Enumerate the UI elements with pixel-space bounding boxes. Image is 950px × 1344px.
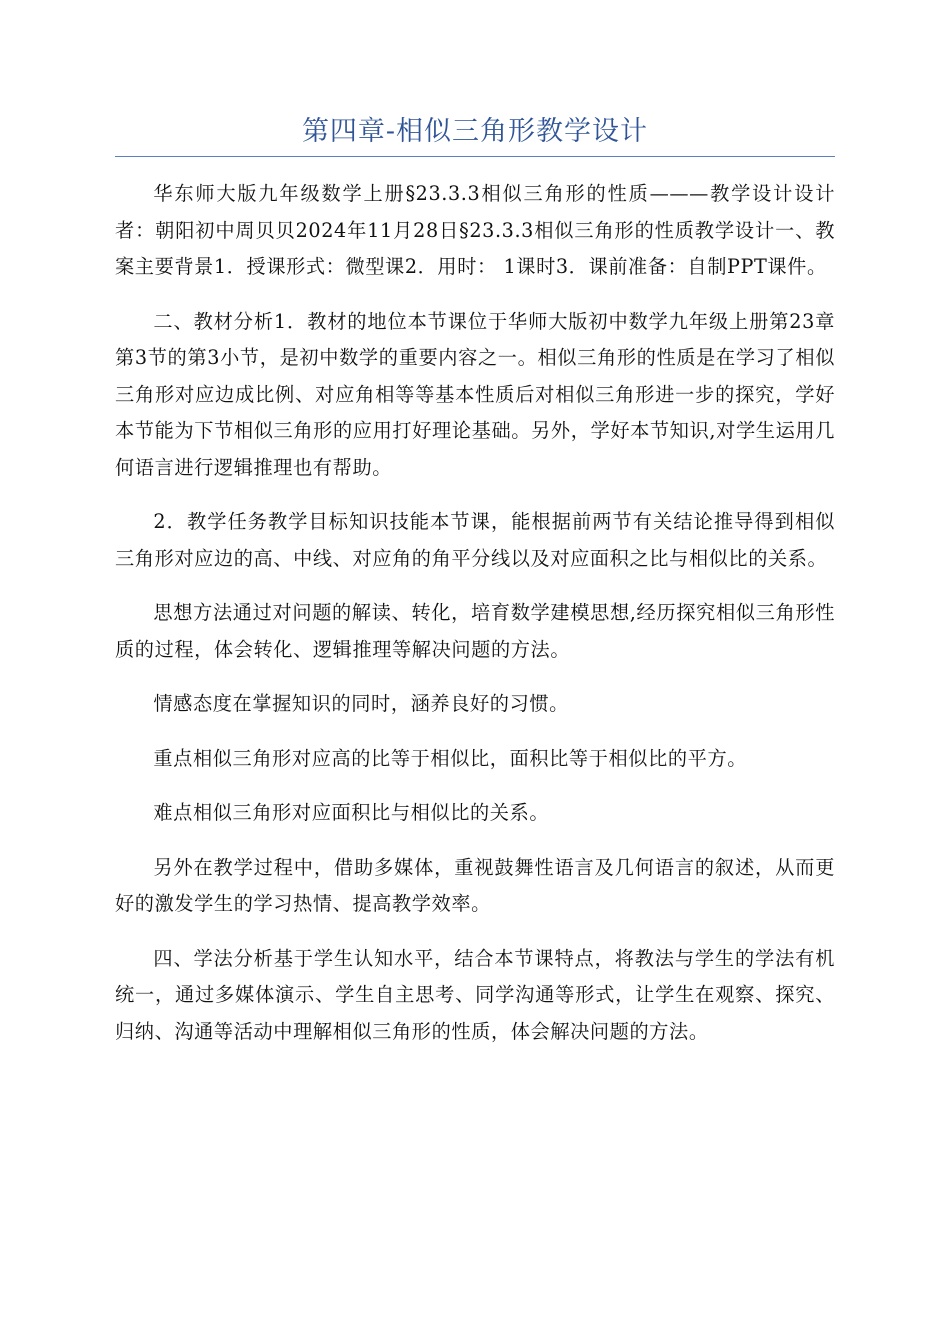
paragraph-difficulty: 难点相似三角形对应面积比与相似比的关系。 [153, 801, 550, 824]
paragraph-attitude: 情感态度在掌握知识的同时，涵养良好的习惯。 [153, 692, 569, 715]
document-body [115, 176, 835, 1068]
paragraph-multimedia: 另外在教学过程中，借助多媒体，重视鼓舞性语言及几何语言的叙述，从而更好的激发学生的学习热情、提高教学效率。 [115, 855, 835, 915]
document-title: 第四章-相似三角形教学设计 [301, 116, 649, 147]
title-block [115, 112, 835, 157]
paragraph-teaching-task: 2．教学任务教学目标知识技能本节课，能根据前两节有关结论推导得到相似三角形对应边的高、中线、对应角的角平分线以及对应面积之比与相似比的关系。 [115, 510, 835, 570]
paragraph-intro: 华东师大版九年级数学上册§23.3.3相似三角形的性质———教学设计设计者：朝阳初中周贝贝2024年11月28日§23.3.3相似三角形的性质教学设计一、教案主要背景1．授课形式：微型课2．用时： 1课时3．课前准备：自制PPT课件。 [115, 182, 835, 278]
paragraph-key-point: 重点相似三角形对应高的比等于相似比，面积比等于相似比的平方。 [153, 746, 748, 770]
paragraph-material-analysis: 二、教材分析1．教材的地位本节课位于华师大版初中数学九年级上册第23章第3节的第3小节，是初中数学的重要内容之一。相似三角形的性质是在学习了相似三角形对应边成比例、对应角相等等基本性质后对相似三角形进一步的探究，学好本节能为下节相似三角形的应用打好理论基础。另外，学好本节知识,对学生运用几何语言进行逻辑推理也有帮助。 [115, 309, 835, 479]
paragraph-thinking-method: 思想方法通过对问题的解读、转化，培育数学建模思想,经历探究相似三角形性质的过程，体会转化、逻辑推理等解决问题的方法。 [115, 601, 835, 661]
paragraph-learning-method: 四、学法分析基于学生认知水平，结合本节课特点，将教法与学生的学法有机统一，通过多媒体演示、学生自主思考、同学沟通等形式，让学生在观察、探究、归纳、沟通等活动中理解相似三角形的性质，体会解决问题的方法。 [115, 946, 835, 1043]
